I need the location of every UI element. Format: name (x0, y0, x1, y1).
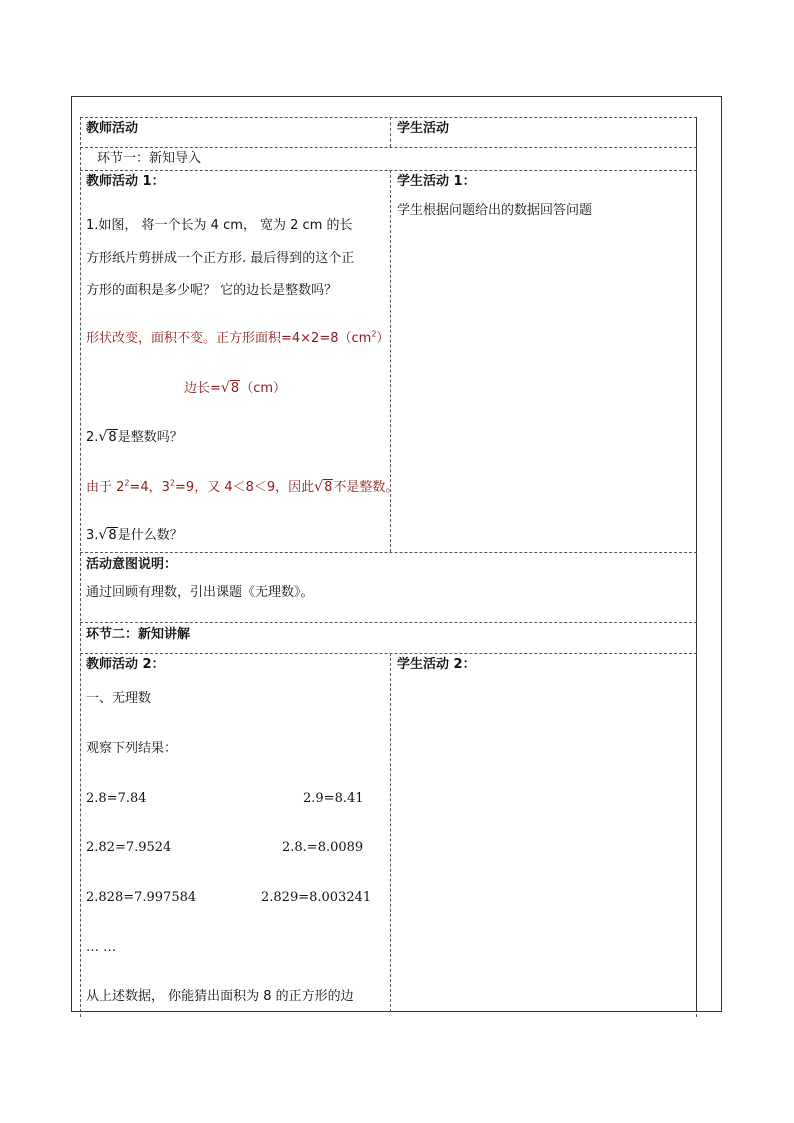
sqrt-8 (221, 381, 240, 397)
answer-2-a-sup: 2 (124, 478, 130, 488)
question-3-prefix: 3. (86, 528, 99, 543)
teacher-activity-1-title: 教师活动 1： (86, 174, 165, 189)
student-activity-2-title: 学生活动 2： (397, 657, 476, 672)
teacher-activity-2-title: 教师活动 2： (86, 657, 165, 672)
observe-label: 观察下列结果： (86, 741, 178, 756)
intent-title: 活动意图说明： (86, 557, 178, 572)
answer-2-b-sup: 2 (169, 478, 176, 488)
answer-1-close: ） (376, 331, 390, 346)
answer-1-sup: 2 (371, 329, 377, 339)
question-1-line2: 方形纸片剪拼成一个正方形. 最后得到的这个正 (86, 251, 355, 266)
question-3 (86, 528, 183, 544)
answer-1-text: 形状改变，面积不变。正方形面积=4×2=8（cm (86, 331, 372, 346)
question-2-prefix: 2. (86, 430, 99, 445)
ellipsis: … … (86, 940, 117, 955)
answer-2-c: =9，又 4＜8＜9，因此 (175, 480, 315, 495)
header-student-activity: 学生活动 (397, 121, 450, 136)
sqrt-radicand: 8 (230, 381, 240, 396)
section2-title-text: 环节二：新知讲解 (86, 627, 191, 642)
intent-text: 通过回顾有理数，引出课题《无理数》。 (86, 585, 314, 600)
question-2 (86, 430, 183, 446)
answer-2-a: 由于 2 (86, 480, 125, 495)
side-length-unit: （cm） (240, 381, 286, 396)
section1-title: 环节一：新知导入 (97, 151, 202, 166)
side-length-prefix: 边长= (184, 381, 221, 396)
row-line (80, 622, 697, 623)
sqrt-8 (98, 528, 117, 544)
sqrt-radicand: 8 (108, 528, 117, 543)
row-line (80, 170, 697, 171)
answer-2 (86, 480, 398, 496)
column-divider-section2 (390, 653, 391, 1012)
question-1-line1: 1.如图， 将一个长为 4 cm， 宽为 2 cm 的长 (86, 218, 353, 233)
answer-2-d: 不是整数。 (333, 480, 399, 495)
answer-1 (86, 331, 389, 347)
sqrt-radicand: 8 (108, 430, 117, 445)
row-line (80, 147, 697, 148)
last-line: 从上述数据， 你能猜出面积为 8 的正方形的边 (86, 989, 354, 1004)
student-activity-1-title: 学生活动 1： (397, 174, 476, 189)
question-3-suffix: 是什么数？ (117, 528, 183, 543)
side-length (184, 381, 286, 397)
answer-2-b: =4，3 (129, 480, 170, 495)
column-divider-header (390, 117, 391, 147)
result-left-3: 2.828=7.997584 (86, 890, 197, 905)
irrational-heading: 一、无理数 (86, 691, 152, 706)
question-1-line3: 方形的面积是多少呢？ 它的边长是整数吗？ (86, 283, 338, 298)
row-line (80, 552, 697, 553)
section2-title (86, 627, 190, 643)
question-2-suffix: 是整数吗？ (117, 430, 183, 445)
student-activity-1-text: 学生根据问题给出的数据回答问题 (397, 203, 593, 218)
sqrt-radicand: 8 (324, 480, 333, 495)
sqrt-8 (98, 430, 117, 446)
result-right-2: 2.8.=8.0089 (282, 840, 364, 855)
header-teacher-activity: 教师活动 (86, 121, 139, 136)
result-left-1: 2.8=7.84 (86, 791, 147, 806)
result-right-1: 2.9=8.41 (303, 791, 364, 806)
result-right-3: 2.829=8.003241 (261, 890, 372, 905)
sqrt-8 (314, 480, 333, 496)
result-left-2: 2.82=7.9524 (86, 840, 172, 855)
table-right-edge (696, 117, 697, 1012)
row-line (80, 653, 697, 654)
